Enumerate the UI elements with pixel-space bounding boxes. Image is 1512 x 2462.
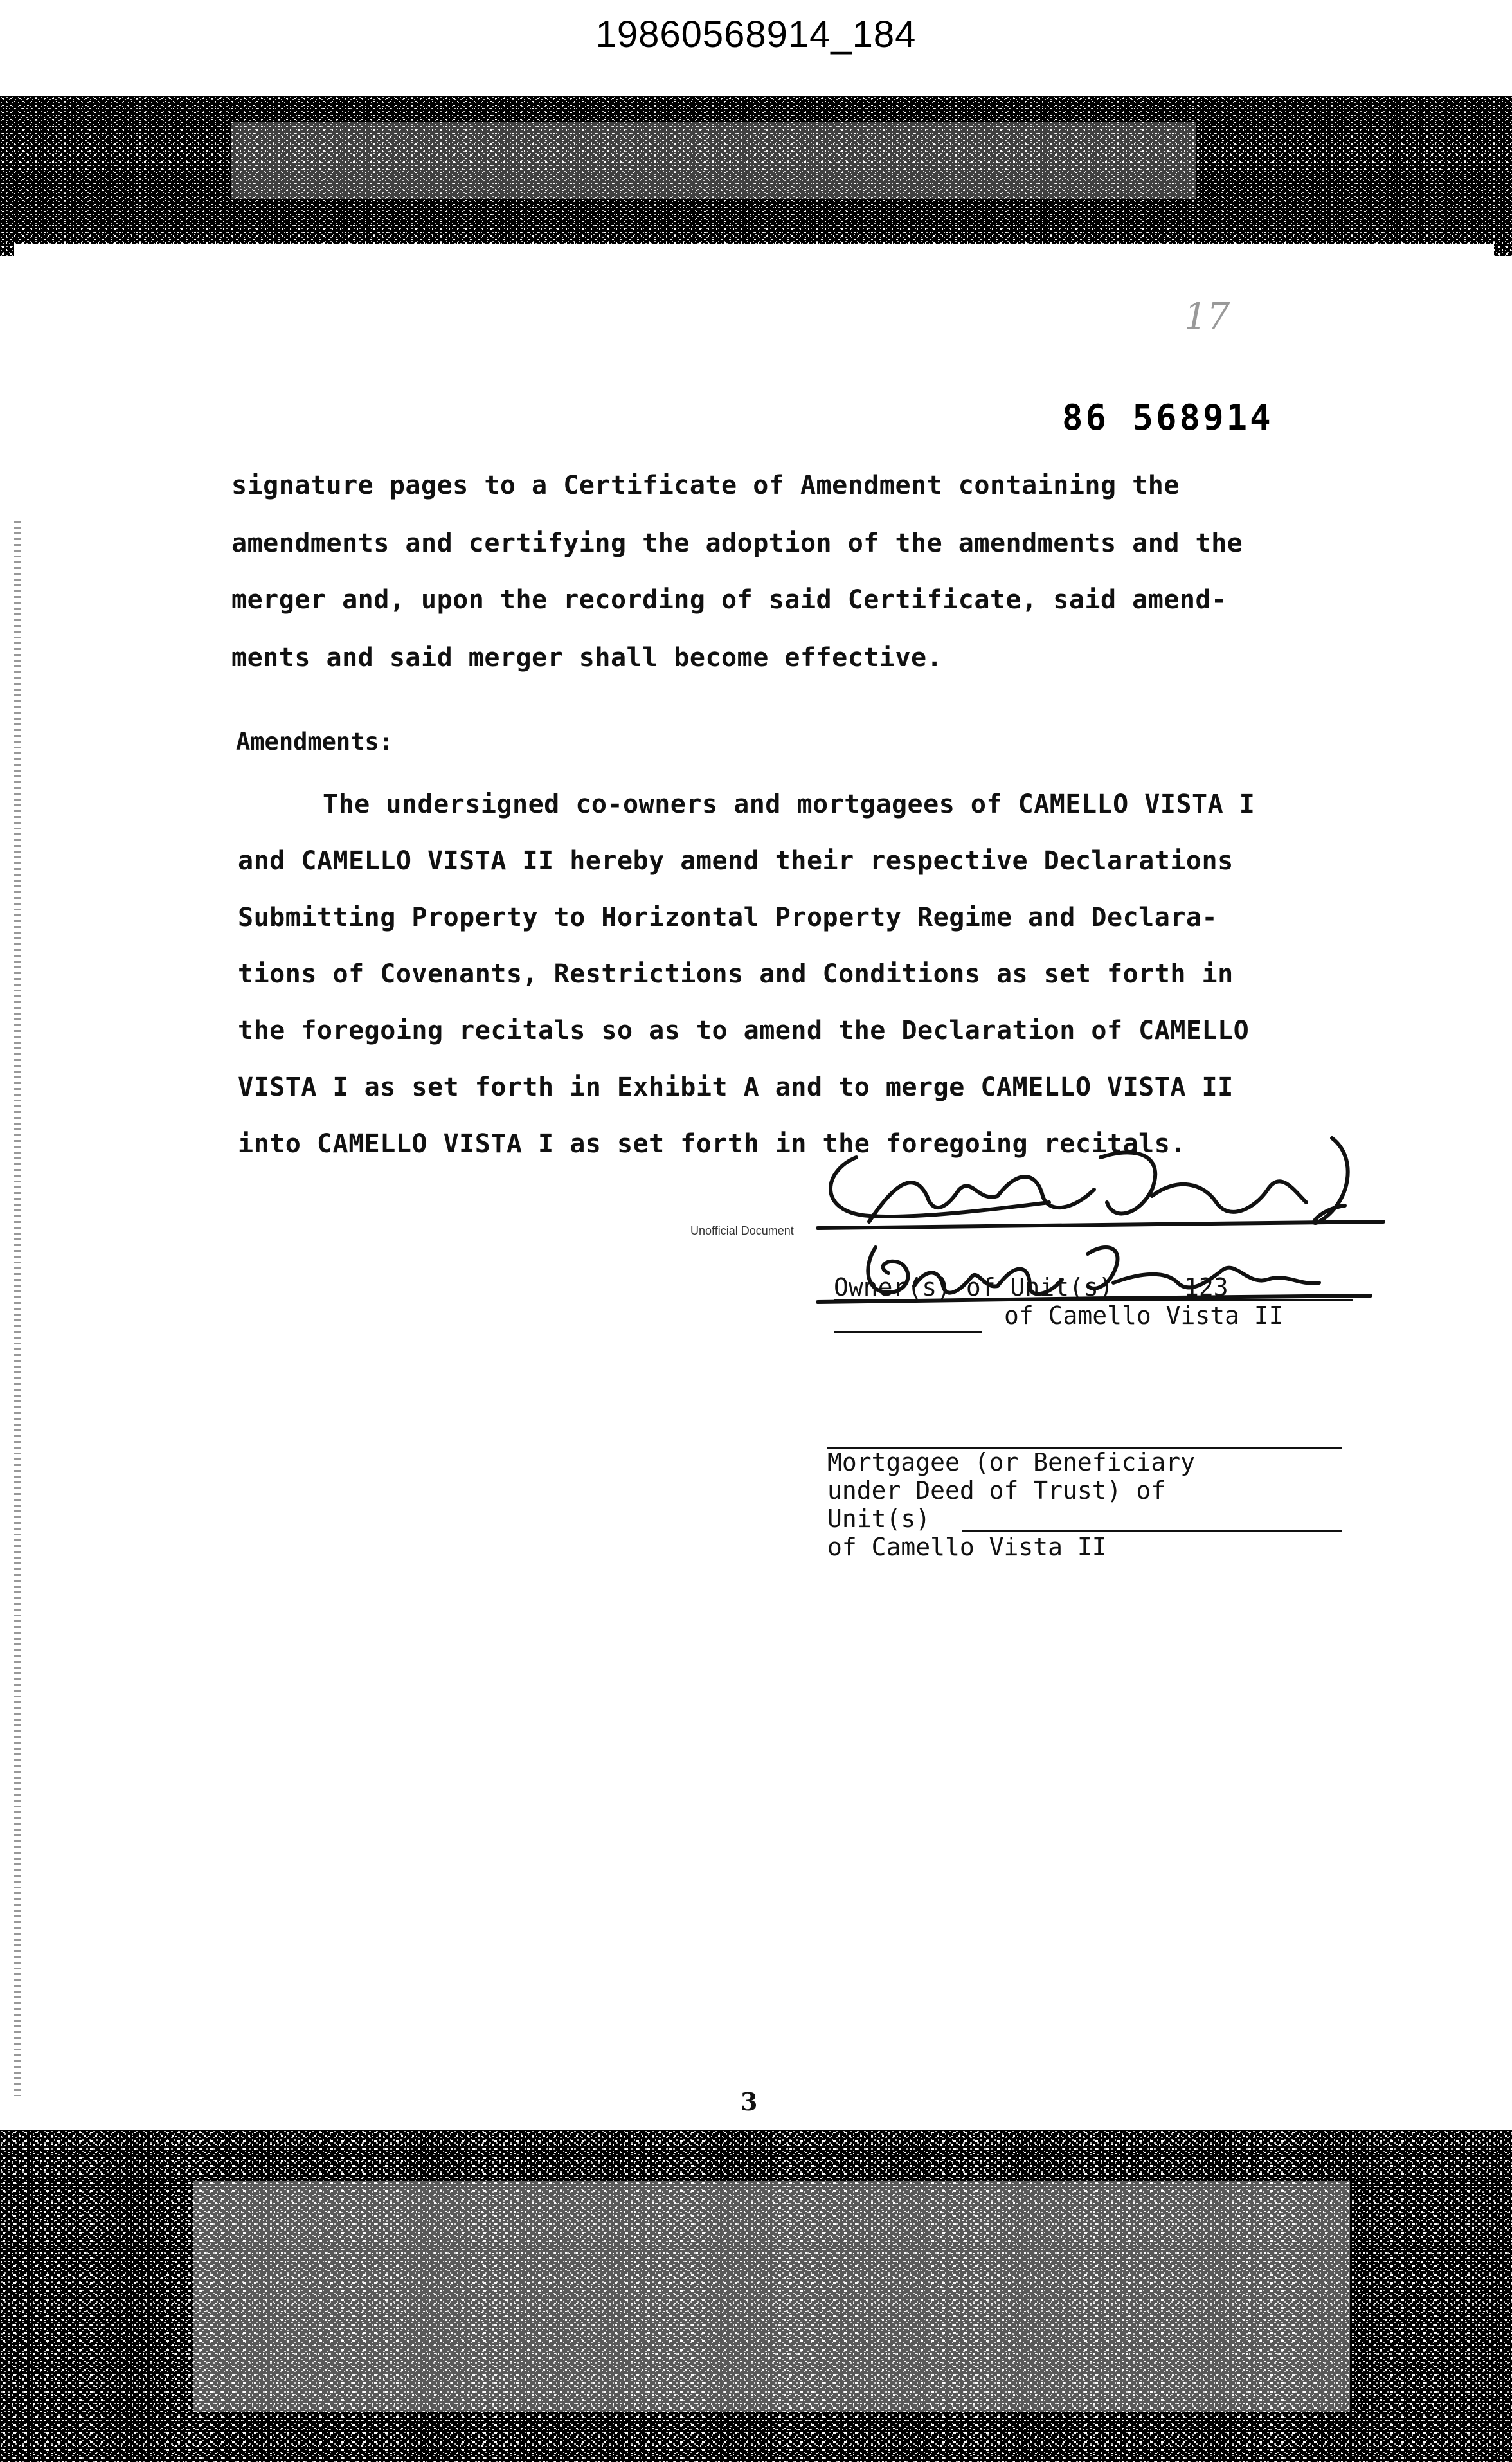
page-number: 3 <box>741 2087 758 2116</box>
owner-label: Owner(s) of Unit(s) <box>834 1273 1113 1301</box>
mortgagee-line-2: under Deed of Trust) of <box>827 1476 1166 1505</box>
paragraph2-line-7: into CAMELLO VISTA I as set forth in the foregoing recitals. <box>238 1129 1186 1159</box>
mortgagee-line-3: Unit(s) <box>827 1505 931 1533</box>
scan-noise-bottom <box>0 2130 1512 2462</box>
paragraph2-line-2: and CAMELLO VISTA II hereby amend their respective Declarations <box>238 846 1234 876</box>
unofficial-document-watermark: Unofficial Document <box>690 1224 794 1237</box>
scan-speckle-top <box>0 96 1512 256</box>
mortgagee-line-1: Mortgagee (or Beneficiary <box>827 1448 1195 1476</box>
section-heading-amendments: Amendments: <box>236 728 394 756</box>
paragraph2-line-6: VISTA I as set forth in Exhibit A and to merge CAMELLO VISTA II <box>238 1073 1234 1102</box>
scan-speckle-bottom <box>0 2130 1512 2462</box>
paragraph2-line-3: Submitting Property to Horizontal Property Regime and Declara- <box>238 903 1218 932</box>
document-number: 86 568914 <box>1062 397 1274 438</box>
page-mark: 17 <box>1184 296 1230 338</box>
paragraph1-line-4: ments and said merger shall become effective. <box>231 643 943 673</box>
document-id-header: 19860568914_184 <box>595 14 917 55</box>
mortgagee-unit-blank <box>962 1530 1342 1532</box>
paragraph2-line-4: tions of Covenants, Restrictions and Conditions as set forth in <box>238 959 1234 989</box>
paragraph2-line-5: the foregoing recitals so as to amend the Declaration of CAMELLO <box>238 1016 1250 1045</box>
scan-noise-top <box>0 96 1512 256</box>
owner-project-line: of Camello Vista II <box>1004 1301 1284 1330</box>
paragraph2-line-1: The undersigned co-owners and mortgagees of CAMELLO VISTA I <box>323 790 1256 819</box>
paragraph1-line-1: signature pages to a Certificate of Amendment containing the <box>231 471 1180 500</box>
paragraph1-line-2: amendments and certifying the adoption of the amendments and the <box>231 529 1243 558</box>
owner-blank-line <box>834 1331 982 1333</box>
paragraph1-line-3: merger and, upon the recording of said Certificate, said amend- <box>231 585 1227 615</box>
owner-unit-number: 123 <box>1184 1273 1228 1301</box>
page-edge-artifact <box>14 521 21 2096</box>
mortgagee-line-4: of Camello Vista II <box>827 1533 1107 1561</box>
document-page <box>14 244 1494 2132</box>
